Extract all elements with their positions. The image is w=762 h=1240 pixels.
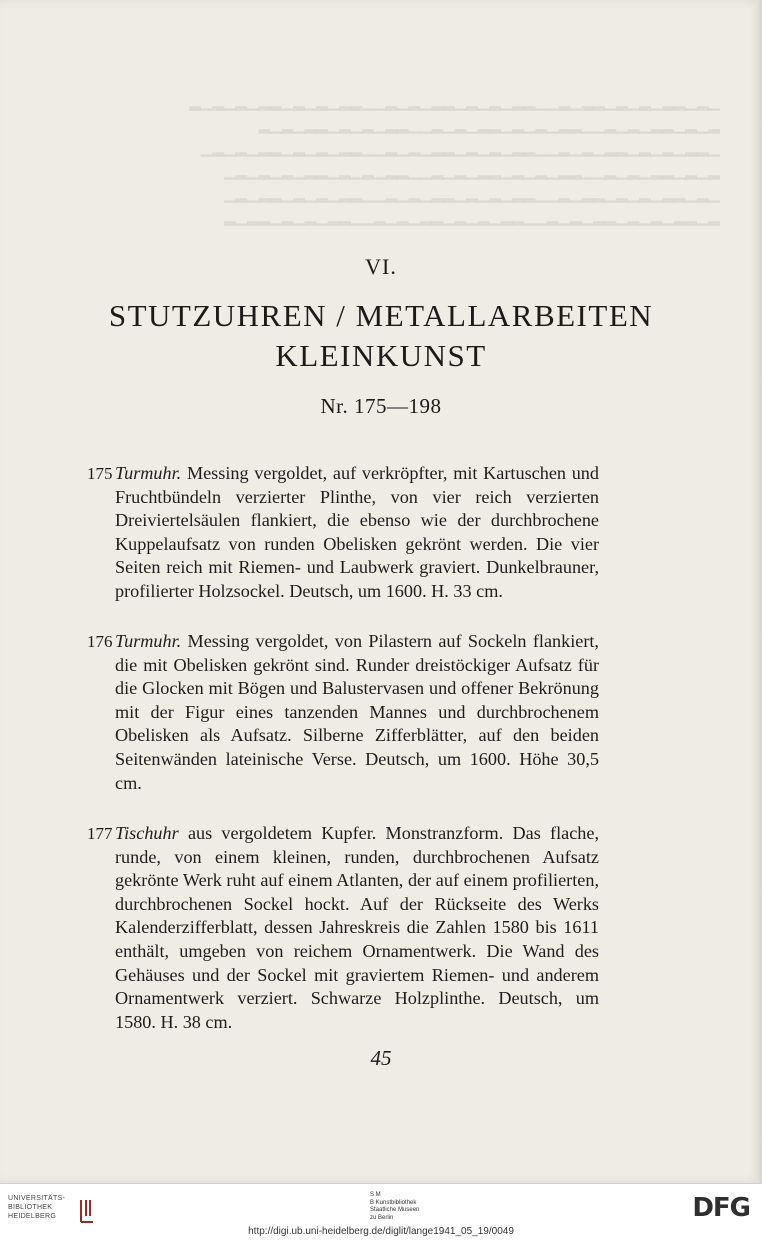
library-name-line-1: UNIVERSITÄTS- [8, 1195, 66, 1202]
entry-title: Turmuhr. [115, 463, 187, 483]
section-number: VI. [365, 254, 397, 279]
entry-number: 175 [87, 464, 113, 483]
smb-line-3: Staatliche Museen [370, 1207, 420, 1213]
page-number: 45 [370, 1046, 392, 1070]
catalog-entry-177 [87, 822, 599, 1034]
chapter-title [0, 296, 762, 376]
chapter-title-line-2: KLEINKUNST [275, 338, 487, 373]
smb-line-4: zu Berlin [370, 1214, 394, 1221]
catalog-entry-176 [87, 630, 599, 795]
viewer-footer [0, 1183, 762, 1240]
smb-line-2: B Kunstbibliothek [370, 1199, 417, 1206]
bleed-through-texture: ▁▂▁▂▂▁▂▁▂▁▂▂▁▂▁▁▂▂▁▂▁▂▁▂▂▁▂▁▂▁▁▂▂▁▂▁▂▁▂▂▁▂▁▂▁▂ ▂▁▂▁▂▂▁▂▁▂▁▁▂▂▁▂▁▂▁▂▂▁▂▁▂▁▁▂▂▁▂▁▂▁▂▂▁▂▁▂ ▁▂▂▁▂▁▂▁▂▂▁▂▁▂▁▁▂▂▁▂▁▂▁▂▂▁▂▁▂▁▁▂▂▁▂▁▂▁▂▂▁▂▁▂▁ ▂▁▂▁▂▂▁▂▁▂▁▁▂▂▁▂▁▂▁▂▂▁▂▁▂▁▁▂▂▁▂▁▂▁▂▂▁▂▁▂▁▂▁ ▁▂▁▂▂▁▂▁▂▁▂▂▁▂▁▁▂▂▁▂▁▂▁▂▂▁▂▁▂▁▁▂▂▁▂▁▂▁▂▂▁▂▁ ▂▁▂▂▁▂▁▂▁▂▂▁▂▁▂▁▁▂▂▁▂▁▂▁▂▂▁▂▁▂▁▁▂▂▁▂▁▂▁▂▂▁▂ [189, 95, 720, 226]
catalog-range: Nr. 175—198 [320, 394, 442, 418]
library-name [8, 1194, 65, 1221]
entry-title: Tischuhr [115, 823, 188, 843]
entry-text: aus vergoldetem Kupfer. Monstranzform. Das flache, runde, von einem kleinen, runden, durchbrochenen Aufsatz gekrönte Werk ruht auf einem Atlanten, der auf einem profilierten, durchbrochenen Sockel hockt. Auf der Rückseite des Werks Kalenderzifferblatt, dessen Jahreskreis die Zahlen 1580 bis 1611 enthält, umgeben von reichem Ornamentwerk. Die Wand des Gehäuses und der Sockel mit graviertem Riemen- und anderem Ornamentwerk verziert. Schwarze Holzplinthe. Deutsch, um 1580. H. 38 cm. [115, 823, 599, 1032]
entry-text: Messing vergoldet, auf verkröpfter, mit Kartuschen und Fruchtbündeln verzierter Plinthe, von vier reich verzierten Dreiviertelsäulen flankiert, die ebenso wie der durchbrochene Kuppelaufsatz von runden Obelisken gekrönt werden. Die vier Seiten reich mit Riemen- und Laubwerk graviert. Dunkelbrauner, profilierter Holzsockel. Deutsch, um 1600. H. 33 cm. [115, 463, 599, 601]
page-edge [756, 0, 762, 1183]
dfg-logo[interactable]: DFG [692, 1193, 750, 1223]
entry-title: Turmuhr. [115, 631, 188, 651]
chapter-title-line-1: STUTZUHREN / METALLARBEITEN [108, 298, 654, 333]
catalog-entry-175 [87, 462, 599, 604]
smb-line-1: S M [370, 1192, 381, 1198]
library-name-line-2: BIBLIOTHEK [8, 1204, 53, 1211]
library-mark-icon [78, 1196, 96, 1226]
library-name-line-3: HEIDELBERG [8, 1213, 57, 1220]
smb-logo [370, 1192, 419, 1222]
entry-number: 176 [87, 632, 113, 651]
permalink-url[interactable]: http://digi.ub.uni-heidelberg.de/diglit/lange1941_05_19/0049 [248, 1226, 514, 1237]
entry-number: 177 [87, 824, 113, 843]
entry-text: Messing vergoldet, von Pilastern auf Sockeln flankiert, die mit Obelisken gekrönt sind. Runder dreistöckiger Aufsatz für die Glocken mit Bögen und Balustervasen und offener Bekrönung mit der Figur eines tanzenden Mannes und durchbrochenem Obelisken als Aufsatz. Silberne Zifferblätter, auf den beiden Seitenwänden lateinische Verse. Deutsch, um 1600. Höhe 30,5 cm. [115, 631, 599, 793]
university-library-logo[interactable] [8, 1194, 98, 1230]
